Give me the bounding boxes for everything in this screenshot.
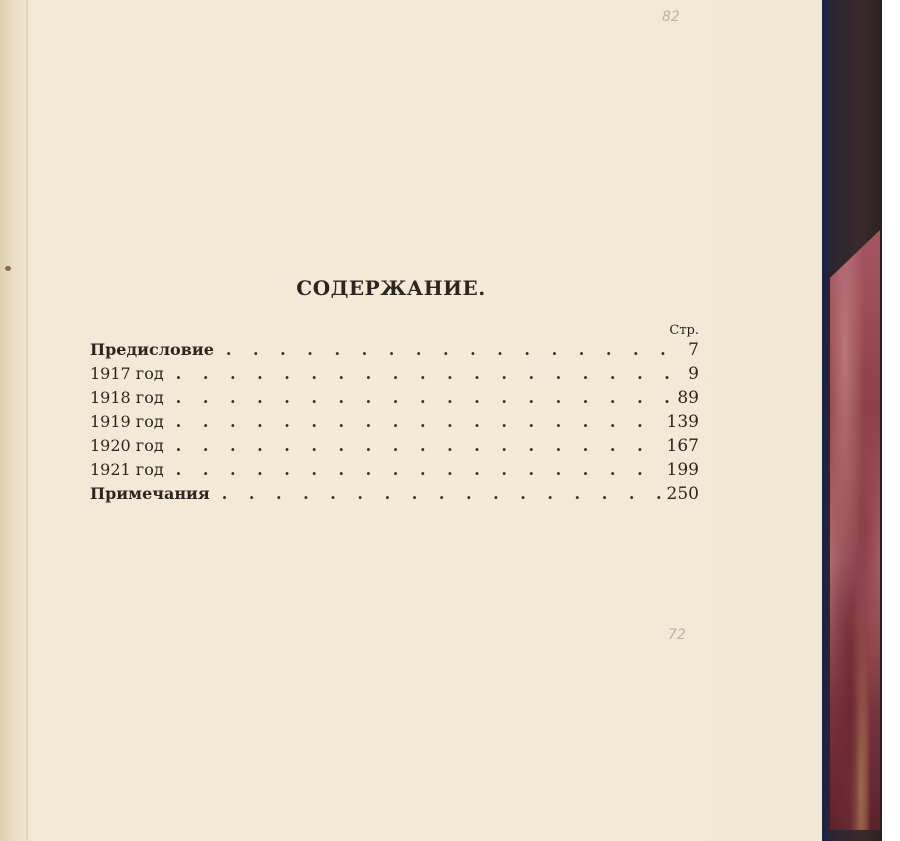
toc-entry-label: 1921 год <box>90 460 164 479</box>
paper-speck <box>5 266 11 271</box>
toc-entry <box>90 340 699 364</box>
page-gutter <box>26 0 28 841</box>
toc-entry-label: 1919 год <box>90 412 164 431</box>
dot-leader <box>176 436 661 455</box>
dot-leader <box>226 340 682 359</box>
toc-entry <box>90 460 699 484</box>
toc-title: СОДЕРЖАНИЕ. <box>296 276 486 300</box>
page-edge <box>0 0 34 841</box>
marbled-cover <box>830 230 880 830</box>
dot-leader <box>176 364 683 383</box>
toc-entry-page: 139 <box>666 412 699 432</box>
toc-entry-label: Примечания <box>90 484 210 503</box>
dot-leader <box>222 484 661 503</box>
toc-entry-page: 7 <box>688 340 699 360</box>
toc-entry-label: Предисловие <box>90 340 214 359</box>
toc-entry-label: 1920 год <box>90 436 164 455</box>
toc-entry <box>90 412 699 436</box>
toc-entry-page: 9 <box>688 364 699 384</box>
toc-entry <box>90 388 699 412</box>
pencil-note-bottom: 72 <box>668 627 686 643</box>
toc-entry-page: 167 <box>666 436 699 456</box>
dot-leader <box>176 460 661 479</box>
toc-entry-page: 89 <box>677 388 699 408</box>
toc-entry-page: 250 <box>666 484 699 504</box>
toc-entry <box>90 484 699 508</box>
toc-entry-label: 1918 год <box>90 388 164 407</box>
pencil-note-top: 82 <box>662 9 680 25</box>
dot-leader <box>176 412 661 431</box>
dot-leader <box>176 388 672 407</box>
page-column-header: Стр. <box>669 323 699 338</box>
spine-edge <box>822 0 827 841</box>
toc-entry-page: 199 <box>666 460 699 480</box>
toc-entry-label: 1917 год <box>90 364 164 383</box>
table-of-contents <box>90 340 699 508</box>
toc-entry <box>90 436 699 460</box>
toc-entry <box>90 364 699 388</box>
